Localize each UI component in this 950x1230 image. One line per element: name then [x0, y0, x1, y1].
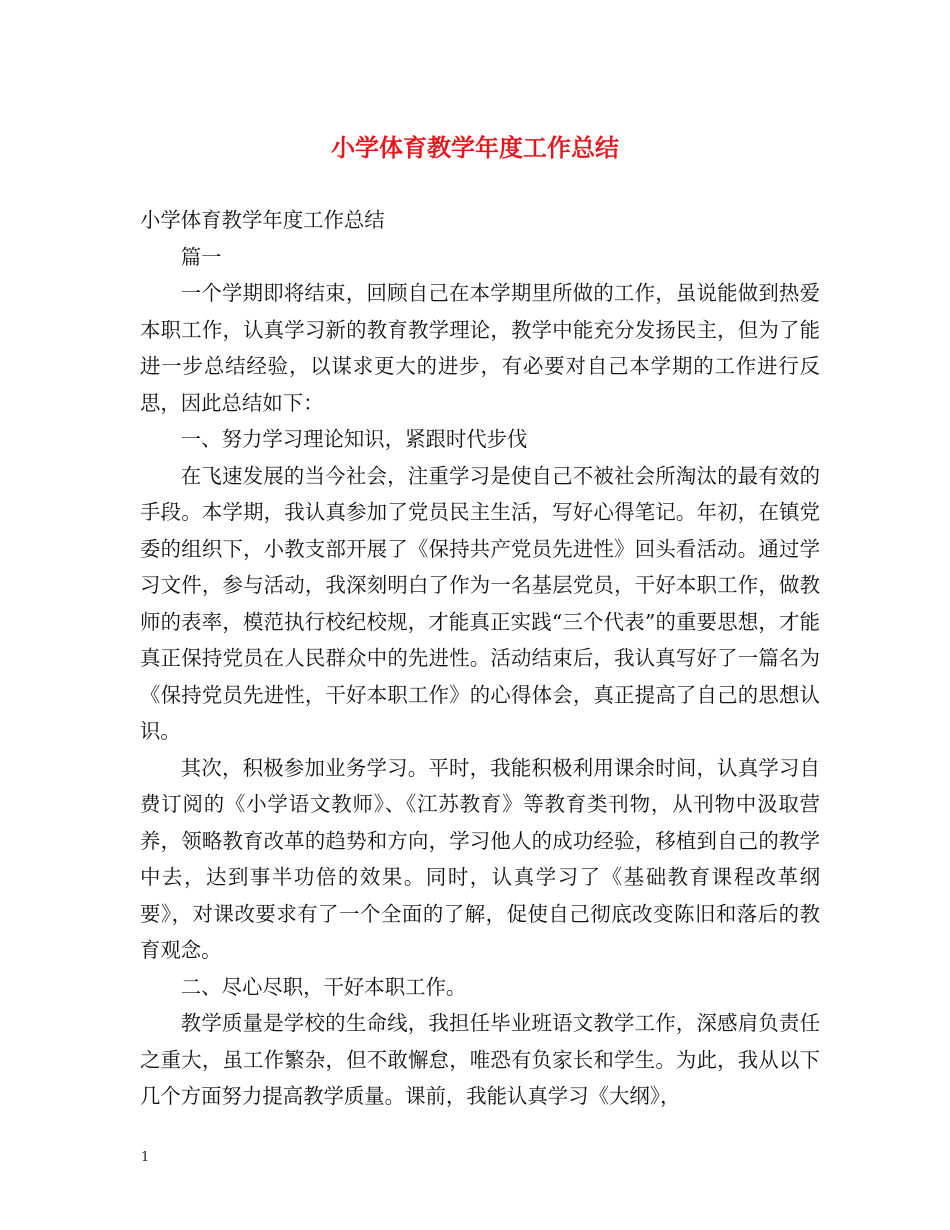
paragraph-subtitle: 小学体育教学年度工作总结 — [140, 208, 385, 232]
paragraph-body-1: 在飞速发展的当今社会，注重学习是使自己不被社会所淘汰的最有效的手段。本学期，我认真参加了党员民主生活，写好心得笔记。年初，在镇党委的组织下，小教支部开展了《保持共产党员先进性》回头看活动。通过学习文件，参与活动，我深刻明白了作为一名基层党员，干好本职工作，做教师的表率，模范执行校纪校规，才能真正实践“三个代表”的重要思想，才能真正保持党员在人民群众中的先进性。活动结束后，我认真写好了一篇名为《保持党员先进性，干好本职工作》的心得体会，真正提高了自己的思想认识。 — [140, 463, 820, 743]
paragraph-body-2: 其次，积极参加业务学习。平时，我能积极利用课余时间，认真学习自费订阅的《小学语文教师》、《江苏教育》等教育类刊物，从刊物中汲取营养，领略教育改革的趋势和方向，学习他人的成功经验，移植到自己的教学中去，达到事半功倍的效果。同时，认真学习了《基础教育课程改革纲要》，对课改要求有了一个全面的了解，促使自己彻底改变陈旧和落后的教育观念。 — [140, 755, 820, 962]
paragraph-intro: 一个学期即将结束，回顾自己在本学期里所做的工作，虽说能做到热爱本职工作，认真学习新的教育教学理论，教学中能充分发扬民主，但为了能进一步总结经验，以谋求更大的进步，有必要对自己本学期的工作进行反思，因此总结如下： — [140, 281, 820, 415]
page-number: 1 — [141, 1150, 150, 1165]
document-title: 小学体育教学年度工作总结 — [331, 133, 619, 162]
document-body — [140, 202, 820, 1115]
paragraph-heading-2: 二、尽心尽职，干好本职工作。 — [180, 974, 467, 999]
paragraph-section-label: 篇一 — [180, 244, 222, 269]
paragraph-heading-1: 一、努力学习理论知识，紧跟时代步伐 — [180, 427, 528, 451]
paragraph-body-3: 教学质量是学校的生命线，我担任毕业班语文教学工作，深感肩负责任之重大，虽工作繁杂，但不敢懈怠，唯恐有负家长和学生。为此，我从以下几个方面努力提高教学质量。课前，我能认真学习《大纲》， — [140, 1011, 820, 1108]
